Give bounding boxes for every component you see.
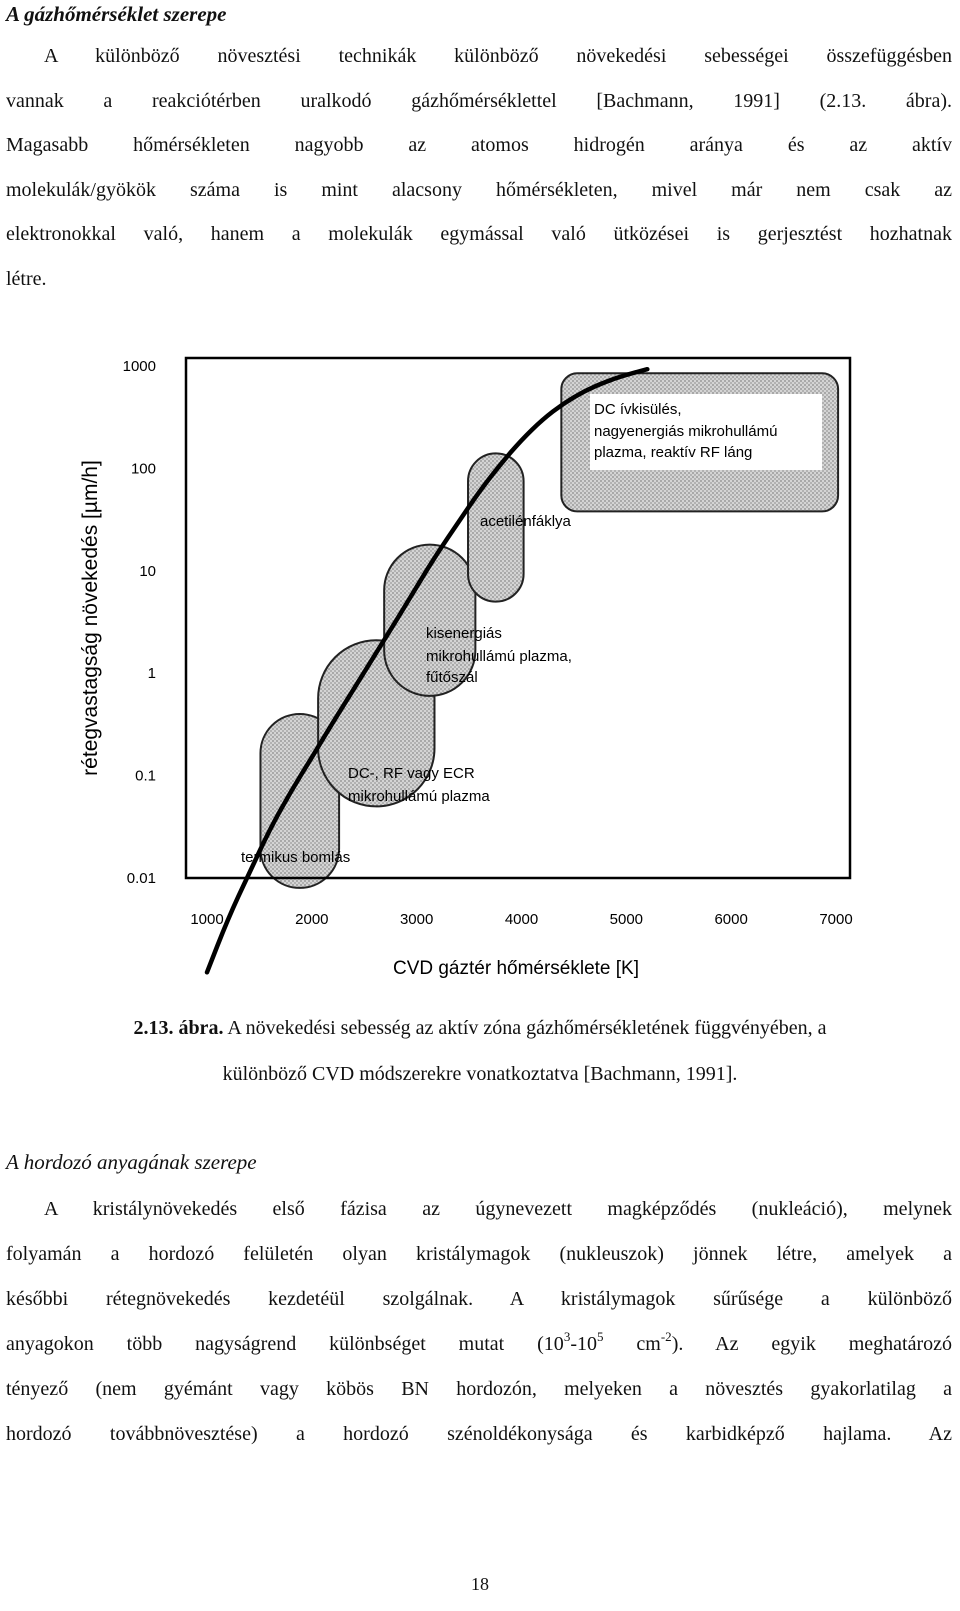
region-label-dcrf-line2: mikrohullámú plazma <box>348 788 490 805</box>
y-tick-label: 1 <box>147 665 156 683</box>
region-label-dcrf-line1: DC-, RF vagy ECR <box>348 765 475 782</box>
text-line: A különböző növesztési technikák különböző növekedési sebességei összefüggésben <box>44 45 952 67</box>
y-tick-label: 10 <box>139 562 156 580</box>
text-line-with-exponents <box>6 1322 952 1367</box>
section-heading-gas-temperature: A gázhőmérséklet szerepe <box>6 2 227 26</box>
region-label-kisen-line3: fűtőszál <box>426 669 478 686</box>
text-fragment: cm <box>603 1333 661 1355</box>
x-tick-label: 7000 <box>819 911 853 928</box>
text-line: hordozó továbbnövesztése) a hordozó szénoldékonysága és karbidképző hajlama. Az <box>6 1423 952 1445</box>
region-label-dcarc-line2: nagyenergiás mikrohullámú <box>594 423 778 440</box>
growth-rate-chart <box>60 352 890 1002</box>
y-tick-label: 0.1 <box>135 767 156 785</box>
text-fragment: -10 <box>570 1333 597 1355</box>
region-label-kisen-line1: kisenergiás <box>426 625 502 642</box>
text-line: tényező (nem gyémánt vagy köbös BN hordozón, melyeken a növesztés gyakorlatilag a <box>6 1378 952 1400</box>
figure-caption-text: A növekedési sebesség az aktív zóna gázhőmérsékletének függvényében, a <box>227 1017 827 1039</box>
exponent: -2 <box>660 1329 672 1344</box>
text-line: későbbi rétegnövekedés kezdetéül szolgálnak. A kristálymagok sűrűsége a különböző <box>6 1288 952 1310</box>
paragraph-gas-temperature <box>6 34 952 301</box>
x-tick-label: 3000 <box>399 911 434 928</box>
page-number: 18 <box>471 1574 489 1594</box>
y-axis-label: rétegvastagság növekedés [µm/h] <box>79 460 102 776</box>
exponent: 3 <box>563 1329 571 1344</box>
text-line: vannak a reakciótérben uralkodó gázhőmérséklettel [Bachmann, 1991] (2.13. ábra). <box>6 89 952 112</box>
region-label-kisen-line2: mikrohullámú plazma, <box>426 648 572 665</box>
x-tick-label: 6000 <box>714 911 748 928</box>
text-line: molekulák/gyökök száma is mint alacsony hőmérsékleten, mivel már nem csak az <box>6 178 952 201</box>
text-line: létre. <box>6 267 47 290</box>
region-label-dcarc-line1: DC ívkisülés, <box>594 401 682 418</box>
y-tick-label: 100 <box>130 460 156 478</box>
figure-caption-label: 2.13. ábra. <box>133 1017 224 1039</box>
text-line: Magasabb hőmérsékleten nagyobb az atomos hidrogén aránya és az aktív <box>6 134 952 156</box>
text-fragment: anyagokon több nagyságrend különbséget mutat (10 <box>6 1333 564 1355</box>
text-fragment: ). Az egyik meghatározó <box>671 1333 953 1355</box>
x-axis-label: CVD gáztér hőmérséklete [K] <box>392 958 640 979</box>
y-tick-label: 1000 <box>122 358 156 375</box>
x-tick-label: 1000 <box>190 911 224 928</box>
paragraph-substrate <box>6 1187 952 1457</box>
region-label-acetilen: acetilénfáklya <box>480 513 571 530</box>
text-line: elektronokkal való, hanem a molekulák egymással való ütközései is gerjesztést hozhatnak <box>6 223 952 245</box>
x-tick-label: 4000 <box>504 911 539 928</box>
text-line: folyamán a hordozó felületén olyan kristálymagok (nukleuszok) jönnek létre, amelyek a <box>6 1243 952 1265</box>
section-heading-substrate: A hordozó anyagának szerepe <box>6 1150 257 1174</box>
figure-caption-line1 <box>0 1017 960 1040</box>
y-tick-label: 0.01 <box>126 870 156 887</box>
text-line: A kristálynövekedés első fázisa az úgynevezett magképződés (nukleáció), melynek <box>44 1198 952 1220</box>
x-tick-label: 5000 <box>609 911 644 928</box>
region-label-termikus: termikus bomlás <box>241 849 351 866</box>
region-label-dcarc-line3: plazma, reaktív RF láng <box>594 444 753 461</box>
x-tick-label: 2000 <box>295 911 329 928</box>
figure-caption-line2: különböző CVD módszerekre vonatkoztatva [Bachmann, 1991]. <box>222 1063 738 1085</box>
exponent: 5 <box>596 1329 604 1344</box>
